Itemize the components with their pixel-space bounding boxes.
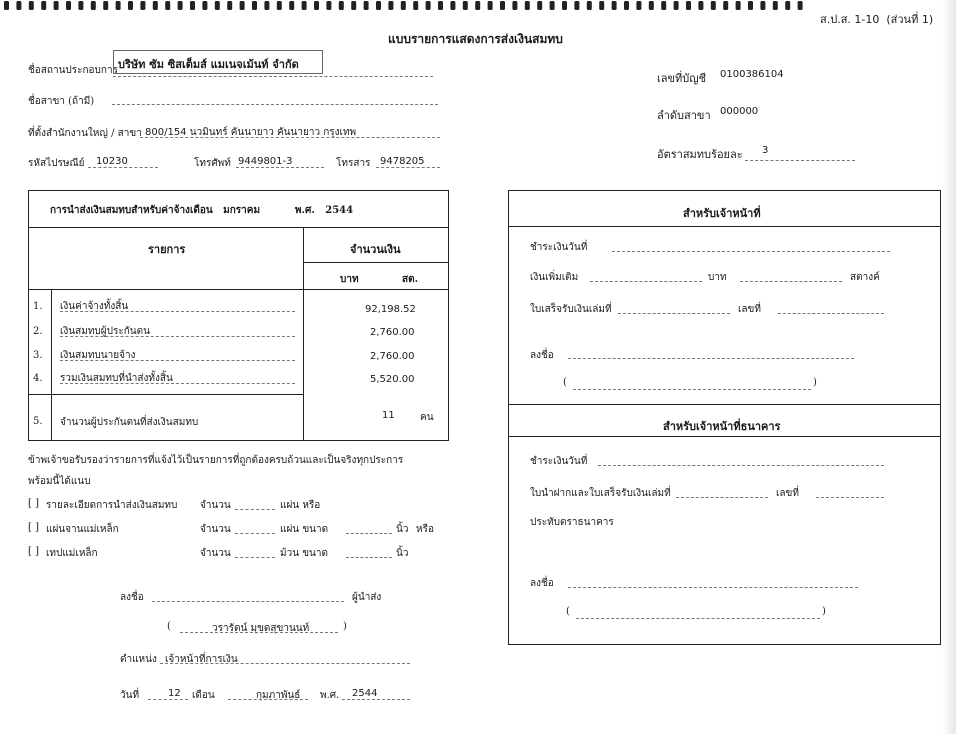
officer-sign-field[interactable] <box>568 358 854 359</box>
binding-hole <box>388 1 393 10</box>
binding-hole <box>711 1 716 10</box>
binding-hole <box>326 1 331 10</box>
sender-sign-label: ลงชื่อ <box>120 592 144 603</box>
month-label: เดือน <box>192 690 215 701</box>
binding-hole <box>277 1 282 10</box>
col-items-header: รายการ <box>148 243 186 256</box>
binding-hole <box>438 1 443 10</box>
binding-hole <box>78 1 83 10</box>
insured-count-value: 11 <box>382 410 395 421</box>
officer-extra-label: เงินเพิ่มเติม <box>530 272 579 283</box>
row-value: 2,760.00 <box>370 327 415 338</box>
binding-hole <box>41 1 46 10</box>
bank-sign-field[interactable] <box>568 587 858 588</box>
attachment-checkbox[interactable]: [ ] <box>28 546 39 557</box>
row-no: 4. <box>33 373 43 384</box>
form-title: แบบรายการแสดงการส่งเงินสมทบ <box>388 32 563 46</box>
attachment-checkbox[interactable]: [ ] <box>28 522 39 533</box>
attachment-inch: นิ้ว <box>396 524 409 535</box>
bank-pay-date-label: ชำระเงินวันที่ <box>530 456 588 467</box>
binding-hole <box>748 1 753 10</box>
bank-pay-date-field[interactable] <box>598 465 884 466</box>
binding-hole <box>289 1 294 10</box>
col-amount-header: จำนวนเงิน <box>350 243 401 256</box>
binding-hole <box>215 1 220 10</box>
binding-hole <box>599 1 604 10</box>
binding-hole <box>240 1 245 10</box>
date-value: 12 <box>168 688 181 699</box>
attachment-qty-label: จำนวน <box>200 500 231 511</box>
binding-hole <box>91 1 96 10</box>
binding-hole <box>463 1 468 10</box>
binding-hole <box>760 1 765 10</box>
binding-hole <box>54 1 59 10</box>
date-label: วันที่ <box>120 690 140 701</box>
attachment-label: แผ่นจานแม่เหล็ก <box>46 524 119 535</box>
phone-value: 9449801-3 <box>238 156 293 167</box>
row-value: 2,760.00 <box>370 351 415 362</box>
certify-text: ข้าพเจ้าขอรับรองว่ารายการที่แจ้งไว้เป็นรายการที่ถูกต้องครบถ้วนและเป็นจริงทุกประการ <box>28 455 404 466</box>
col-baht-header: บาท <box>340 274 359 285</box>
attachment-label: เทปแม่เหล็ก <box>46 548 98 559</box>
binding-hole <box>475 1 480 10</box>
binding-hole <box>153 1 158 10</box>
postcode-label: รหัสไปรษณีย์ <box>28 158 85 169</box>
binding-hole <box>773 1 778 10</box>
binding-hole <box>264 1 269 10</box>
officer-section-title: สำหรับเจ้าหน้าที่ <box>683 207 761 220</box>
binding-hole <box>525 1 530 10</box>
binding-hole <box>674 1 679 10</box>
binding-hole <box>4 1 9 10</box>
officer-paren-open: ( <box>563 377 567 388</box>
rate-value: 3 <box>762 145 769 156</box>
binding-hole <box>785 1 790 10</box>
officer-receipt-label: ใบเสร็จรับเงินเล่มที่ <box>530 304 612 315</box>
page-edge-shadow <box>942 0 956 734</box>
binding-hole <box>698 1 703 10</box>
attachment-inch: นิ้ว <box>396 548 409 559</box>
binding-hole <box>686 1 691 10</box>
binding-hole <box>736 1 741 10</box>
attachment-unit: แผ่น หรือ <box>280 500 321 511</box>
officer-pay-date-label: ชำระเงินวันที่ <box>530 242 588 253</box>
signer-paren-close: ) <box>343 621 347 632</box>
attachment-qty-label: จำนวน <box>200 524 231 535</box>
bank-number-label: เลขที่ <box>776 488 799 499</box>
row-value: 5,520.00 <box>370 374 415 385</box>
binding-hole <box>488 1 493 10</box>
address-value: 800/154 นวมินทร์ คันนายาว คันนายาว กรุงเทพ <box>145 127 357 138</box>
bank-sign-label: ลงชื่อ <box>530 578 554 589</box>
attachment-label: รายละเอียดการนำส่งเงินสมทบ <box>46 500 178 511</box>
row-value: 92,198.52 <box>365 304 416 315</box>
attachment-unit: แผ่น ขนาด <box>280 524 329 535</box>
binding-hole <box>16 1 21 10</box>
binding-hole <box>649 1 654 10</box>
fax-value: 9478205 <box>380 156 425 167</box>
binding-hole <box>537 1 542 10</box>
row-label: เงินสมทบนายจ้าง <box>60 350 136 361</box>
binding-hole <box>128 1 133 10</box>
account-label: เลขที่บัญชี <box>657 72 707 85</box>
attachment-or: หรือ <box>416 524 434 535</box>
row-no: 3. <box>33 350 43 361</box>
col-satang-header: สต. <box>402 274 419 285</box>
binding-hole <box>252 1 257 10</box>
bank-slip-label: ใบนำฝากและใบเสร็จรับเงินเล่มที่ <box>530 488 671 499</box>
row-label: เงินสมทบผู้ประกันตน <box>60 326 150 337</box>
signer-paren-open: ( <box>167 621 171 632</box>
binding-hole <box>413 1 418 10</box>
bank-paren-open: ( <box>566 606 570 617</box>
officer-pay-date-field[interactable] <box>612 251 890 252</box>
employer-name-field[interactable]: บริษัท ซัม ซิสเต็มส์ แมเนจเม้นท์ จำกัด <box>113 50 323 74</box>
binding-hole <box>426 1 431 10</box>
binding-hole <box>401 1 406 10</box>
phone-label: โทรศัพท์ <box>194 158 231 169</box>
row-label: รวมเงินสมทบที่นำส่งทั้งสิ้น <box>60 373 173 384</box>
binding-hole <box>376 1 381 10</box>
address-label: ที่ตั้งสำนักงานใหญ่ / สาขา <box>28 128 142 139</box>
sender-role-label: ผู้นำส่ง <box>352 592 382 603</box>
row-label: เงินค่าจ้างทั้งสิ้น <box>60 301 129 312</box>
officer-sign-label: ลงชื่อ <box>530 350 554 361</box>
row-no: 2. <box>33 326 43 337</box>
binding-hole <box>636 1 641 10</box>
binding-hole <box>339 1 344 10</box>
spiral-binding <box>0 0 956 18</box>
bank-stamp-label: ประทับตราธนาคาร <box>530 517 614 528</box>
branch-name-label: ชื่อสาขา (ถ้ามี) <box>28 96 95 107</box>
position-value: เจ้าหน้าที่การเงิน <box>165 654 238 665</box>
binding-hole <box>103 1 108 10</box>
year-label: พ.ศ. <box>320 690 340 701</box>
attachment-checkbox[interactable]: [ ] <box>28 498 39 509</box>
branch-name-field[interactable] <box>112 104 438 105</box>
officer-satang-label: สตางค์ <box>850 272 880 283</box>
binding-hole <box>202 1 207 10</box>
binding-hole <box>314 1 319 10</box>
row-no: 5. <box>33 416 43 427</box>
account-value: 0100386104 <box>720 69 784 80</box>
employer-name-label: ชื่อสถานประกอบการ <box>28 65 118 76</box>
binding-hole <box>798 1 803 10</box>
binding-hole <box>512 1 517 10</box>
binding-hole <box>29 1 34 10</box>
attachment-qty-label: จำนวน <box>200 548 231 559</box>
binding-hole <box>450 1 455 10</box>
bank-section-title: สำหรับเจ้าหน้าที่ธนาคาร <box>663 420 781 433</box>
binding-hole <box>661 1 666 10</box>
binding-hole <box>178 1 183 10</box>
binding-hole <box>550 1 555 10</box>
binding-hole <box>723 1 728 10</box>
position-label: ตำแหน่ง <box>120 654 157 665</box>
postcode-value: 10230 <box>96 156 128 167</box>
rate-label: อัตราสมทบร้อยละ <box>657 148 743 161</box>
year-value: 2544 <box>352 688 378 699</box>
binding-hole <box>364 1 369 10</box>
attachment-unit: ม้วน ขนาด <box>280 548 329 559</box>
officer-number-label: เลขที่ <box>738 304 761 315</box>
binding-hole <box>624 1 629 10</box>
officer-paren-close: ) <box>813 377 817 388</box>
form-code: ส.ป.ส. 1-10 (ส่วนที่ 1) <box>820 13 934 26</box>
attach-intro: พร้อมนี้ได้แนบ <box>28 476 91 487</box>
binding-hole <box>66 1 71 10</box>
officer-baht-label: บาท <box>708 272 727 283</box>
sender-sign-field[interactable] <box>152 601 344 602</box>
binding-hole <box>227 1 232 10</box>
binding-hole <box>562 1 567 10</box>
bank-paren-close: ) <box>822 606 826 617</box>
binding-hole <box>574 1 579 10</box>
row-no: 1. <box>33 301 43 312</box>
binding-hole <box>500 1 505 10</box>
binding-hole <box>302 1 307 10</box>
branch-no-value: 000000 <box>720 106 759 117</box>
branch-no-label: ลำดับสาขา <box>657 109 711 122</box>
fax-label: โทรสาร <box>336 158 371 169</box>
binding-hole <box>351 1 356 10</box>
row-label: จำนวนผู้ประกันตนที่ส่งเงินสมทบ <box>60 417 199 428</box>
binding-hole <box>587 1 592 10</box>
contribution-heading: การนำส่งเงินสมทบสำหรับค่าจ้างเดือน มกราคม พ.ศ. 2544 <box>50 205 354 216</box>
binding-hole <box>612 1 617 10</box>
month-value: กุมภาพันธ์ <box>256 690 301 701</box>
binding-hole <box>116 1 121 10</box>
binding-hole <box>190 1 195 10</box>
binding-hole <box>140 1 145 10</box>
binding-hole <box>165 1 170 10</box>
signer-name: วรารัตน์ มุขดสุขานนท์ <box>212 623 310 634</box>
insured-count-unit: คน <box>420 412 434 423</box>
